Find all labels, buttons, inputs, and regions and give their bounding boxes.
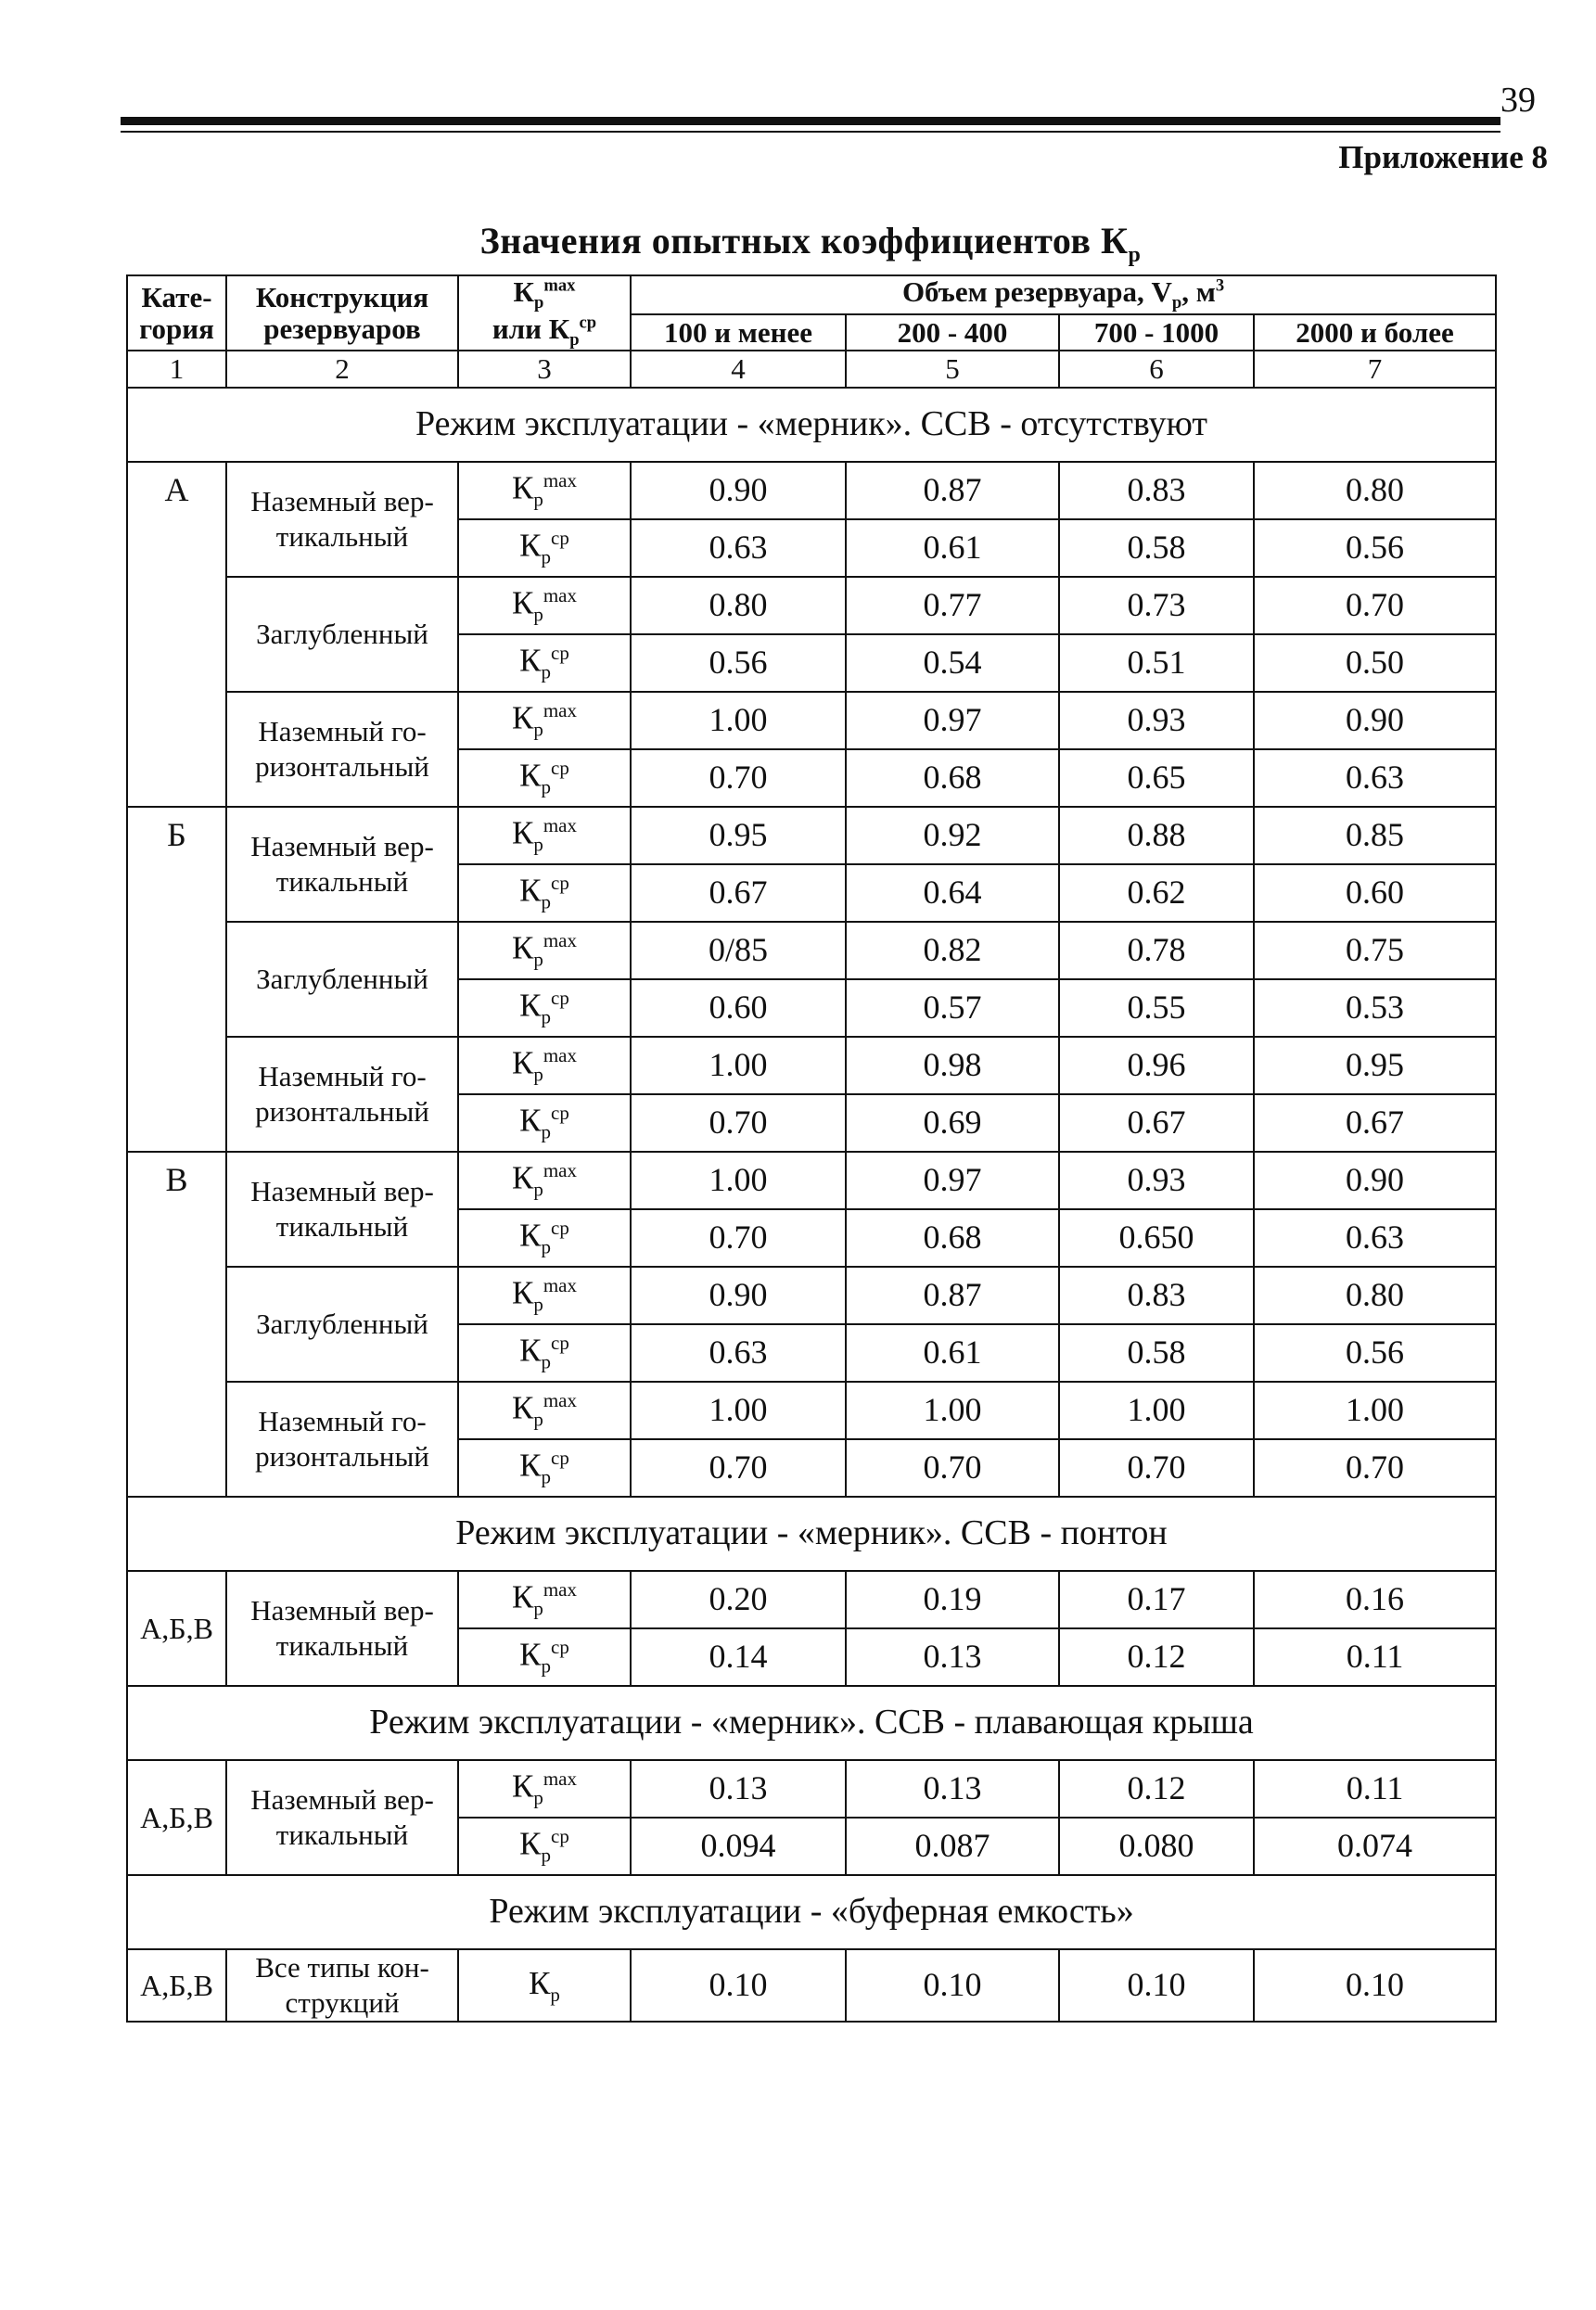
coef-max-label: $К_р^{max}$ <box>458 692 631 749</box>
construction-cell: Наземный го- ризонтальный <box>226 1382 458 1497</box>
value-cell: 0.50 <box>1254 634 1496 692</box>
header-rule-thick <box>121 117 1500 125</box>
coef-max-label: $К_р^{max}$ <box>458 577 631 634</box>
column-number: 5 <box>846 351 1059 388</box>
construction-cell: Заглубленный <box>226 1267 458 1382</box>
value-cell: 0.19 <box>846 1571 1059 1628</box>
table-row <box>127 922 1496 979</box>
table-row <box>127 577 1496 634</box>
value-cell: 0.70 <box>631 749 846 807</box>
header-volume-3: 700 - 1000 <box>1059 314 1254 351</box>
value-cell: 0.64 <box>846 864 1059 922</box>
value-cell: 0.074 <box>1254 1818 1496 1875</box>
header-volume-4: 2000 и более <box>1254 314 1496 351</box>
construction-cell: Заглубленный <box>226 577 458 692</box>
section-title: Режим эксплуатации - «буферная емкость» <box>127 1875 1496 1949</box>
value-cell: 0.90 <box>631 462 846 519</box>
value-cell: 0.51 <box>1059 634 1254 692</box>
value-cell: 0.62 <box>1059 864 1254 922</box>
column-number: 7 <box>1254 351 1496 388</box>
table-row <box>127 1037 1496 1094</box>
category-cell: Б <box>127 807 226 1152</box>
value-cell: 0.60 <box>1254 864 1496 922</box>
header-volume-1: 100 и менее <box>631 314 846 351</box>
coef-avg-label: $К_р^{ср}$ <box>458 1324 631 1382</box>
value-cell: 0.67 <box>631 864 846 922</box>
value-cell: 0.92 <box>846 807 1059 864</box>
coef-avg-label: $К_р^{ср}$ <box>458 864 631 922</box>
construction-cell: Наземный вер- тикальный <box>226 1760 458 1875</box>
header-volume-2: 200 - 400 <box>846 314 1059 351</box>
category-cell: А,Б,В <box>127 1760 226 1875</box>
value-cell: 0.83 <box>1059 462 1254 519</box>
header-volume-group: Объем резервуара, $V_р$, $м^3$ <box>631 275 1496 314</box>
section-row <box>127 1875 1496 1949</box>
value-cell: 0.10 <box>1059 1949 1254 2022</box>
column-number: 3 <box>458 351 631 388</box>
value-cell: 0.90 <box>1254 1152 1496 1209</box>
value-cell: 0.63 <box>1254 1209 1496 1267</box>
value-cell: 0.80 <box>631 577 846 634</box>
value-cell: 0.97 <box>846 692 1059 749</box>
section-title: Режим эксплуатации - «мерник». ССВ - понтон <box>127 1497 1496 1571</box>
coef-avg-label: $К_р^{ср}$ <box>458 1628 631 1686</box>
category-cell: А <box>127 462 226 807</box>
value-cell: 0.83 <box>1059 1267 1254 1324</box>
value-cell: 0.12 <box>1059 1628 1254 1686</box>
value-cell: 0.70 <box>1254 577 1496 634</box>
value-cell: 0.87 <box>846 462 1059 519</box>
value-cell: 0.17 <box>1059 1571 1254 1628</box>
value-cell: 0.13 <box>846 1628 1059 1686</box>
value-cell: 0.53 <box>1254 979 1496 1037</box>
value-cell: 0.82 <box>846 922 1059 979</box>
value-cell: 0.58 <box>1059 1324 1254 1382</box>
value-cell: 0/85 <box>631 922 846 979</box>
section-title: Режим эксплуатации - «мерник». ССВ - отсутствуют <box>127 388 1496 462</box>
column-number: 2 <box>226 351 458 388</box>
coef-max-label: $К_р^{max}$ <box>458 1382 631 1439</box>
value-cell: 1.00 <box>1254 1382 1496 1439</box>
construction-cell: Заглубленный <box>226 922 458 1037</box>
table-row <box>127 1760 1496 1818</box>
category-cell: А,Б,В <box>127 1571 226 1686</box>
column-number: 1 <box>127 351 226 388</box>
value-cell: 0.93 <box>1059 692 1254 749</box>
value-cell: 0.70 <box>631 1439 846 1497</box>
construction-cell: Наземный вер- тикальный <box>226 462 458 577</box>
value-cell: 0.11 <box>1254 1760 1496 1818</box>
appendix-label: Приложение 8 <box>1338 139 1548 175</box>
section-row <box>127 1686 1496 1760</box>
value-cell: 0.80 <box>1254 1267 1496 1324</box>
value-cell: 0.61 <box>846 1324 1059 1382</box>
table-row <box>127 807 1496 864</box>
coef-avg-label: $К_р^{ср}$ <box>458 1209 631 1267</box>
section-row <box>127 388 1496 462</box>
coef-max-label: $К_р^{max}$ <box>458 1152 631 1209</box>
construction-cell: Наземный вер- тикальный <box>226 807 458 922</box>
coef-label: $К_р$ <box>458 1949 631 2022</box>
value-cell: 0.56 <box>631 634 846 692</box>
value-cell: 0.080 <box>1059 1818 1254 1875</box>
header-construction: Конструкция резервуаров <box>226 275 458 351</box>
table-row <box>127 692 1496 749</box>
column-number: 4 <box>631 351 846 388</box>
value-cell: 0.78 <box>1059 922 1254 979</box>
coefficients-table <box>126 274 1497 2023</box>
value-cell: 0.70 <box>1254 1439 1496 1497</box>
header-coefficient: $К_р^{max}$ или $К_р^{ср}$ <box>458 275 631 351</box>
table-row <box>127 1152 1496 1209</box>
table-row <box>127 1382 1496 1439</box>
page-number: 39 <box>1500 81 1536 120</box>
category-cell: В <box>127 1152 226 1497</box>
value-cell: 0.61 <box>846 519 1059 577</box>
coef-avg-label: $К_р^{ср}$ <box>458 634 631 692</box>
value-cell: 0.70 <box>631 1209 846 1267</box>
coef-max-label: $К_р^{max}$ <box>458 462 631 519</box>
value-cell: 0.70 <box>1059 1439 1254 1497</box>
table-row <box>127 1571 1496 1628</box>
table-row <box>127 462 1496 519</box>
construction-cell: Наземный го- ризонтальный <box>226 692 458 807</box>
construction-cell: Наземный го- ризонтальный <box>226 1037 458 1152</box>
value-cell: 0.16 <box>1254 1571 1496 1628</box>
value-cell: 1.00 <box>631 1382 846 1439</box>
value-cell: 0.63 <box>1254 749 1496 807</box>
value-cell: 0.93 <box>1059 1152 1254 1209</box>
value-cell: 0.67 <box>1254 1094 1496 1152</box>
value-cell: 1.00 <box>631 1152 846 1209</box>
value-cell: 1.00 <box>846 1382 1059 1439</box>
coef-avg-label: $К_р^{ср}$ <box>458 749 631 807</box>
value-cell: 0.80 <box>1254 462 1496 519</box>
value-cell: 0.087 <box>846 1818 1059 1875</box>
value-cell: 0.094 <box>631 1818 846 1875</box>
value-cell: 0.70 <box>631 1094 846 1152</box>
header-rule-thin <box>121 131 1500 133</box>
coef-avg-label: $К_р^{ср}$ <box>458 979 631 1037</box>
value-cell: 0.73 <box>1059 577 1254 634</box>
value-cell: 1.00 <box>631 692 846 749</box>
coef-avg-label: $К_р^{ср}$ <box>458 1439 631 1497</box>
value-cell: 0.95 <box>1254 1037 1496 1094</box>
value-cell: 0.95 <box>631 807 846 864</box>
section-title: Режим эксплуатации - «мерник». ССВ - плавающая крыша <box>127 1686 1496 1760</box>
value-cell: 0.13 <box>631 1760 846 1818</box>
value-cell: 0.90 <box>1254 692 1496 749</box>
coef-max-label: $К_р^{max}$ <box>458 922 631 979</box>
coef-max-label: $К_р^{max}$ <box>458 807 631 864</box>
coef-max-label: $К_р^{max}$ <box>458 1267 631 1324</box>
value-cell: 1.00 <box>1059 1382 1254 1439</box>
value-cell: 0.12 <box>1059 1760 1254 1818</box>
value-cell: 0.65 <box>1059 749 1254 807</box>
coef-max-label: $К_р^{max}$ <box>458 1760 631 1818</box>
value-cell: 0.14 <box>631 1628 846 1686</box>
column-number: 6 <box>1059 351 1254 388</box>
section-row <box>127 1497 1496 1571</box>
value-cell: 0.57 <box>846 979 1059 1037</box>
value-cell: 0.69 <box>846 1094 1059 1152</box>
value-cell: 0.68 <box>846 749 1059 807</box>
value-cell: 0.63 <box>631 1324 846 1382</box>
value-cell: 1.00 <box>631 1037 846 1094</box>
value-cell: 0.20 <box>631 1571 846 1628</box>
value-cell: 0.650 <box>1059 1209 1254 1267</box>
construction-cell: Все типы кон- струкций <box>226 1949 458 2022</box>
value-cell: 0.54 <box>846 634 1059 692</box>
value-cell: 0.98 <box>846 1037 1059 1094</box>
table-row <box>127 1949 1496 2022</box>
coef-avg-label: $К_р^{ср}$ <box>458 1094 631 1152</box>
value-cell: 0.10 <box>631 1949 846 2022</box>
value-cell: 0.70 <box>846 1439 1059 1497</box>
value-cell: 0.63 <box>631 519 846 577</box>
value-cell: 0.96 <box>1059 1037 1254 1094</box>
value-cell: 0.90 <box>631 1267 846 1324</box>
value-cell: 0.60 <box>631 979 846 1037</box>
value-cell: 0.87 <box>846 1267 1059 1324</box>
value-cell: 0.13 <box>846 1760 1059 1818</box>
construction-cell: Наземный вер- тикальный <box>226 1152 458 1267</box>
value-cell: 0.97 <box>846 1152 1059 1209</box>
category-cell: А,Б,В <box>127 1949 226 2022</box>
value-cell: 0.75 <box>1254 922 1496 979</box>
value-cell: 0.67 <box>1059 1094 1254 1152</box>
coef-avg-label: $К_р^{ср}$ <box>458 519 631 577</box>
construction-cell: Наземный вер- тикальный <box>226 1571 458 1686</box>
value-cell: 0.56 <box>1254 519 1496 577</box>
value-cell: 0.10 <box>846 1949 1059 2022</box>
value-cell: 0.55 <box>1059 979 1254 1037</box>
value-cell: 0.88 <box>1059 807 1254 864</box>
coef-avg-label: $К_р^{ср}$ <box>458 1818 631 1875</box>
value-cell: 0.85 <box>1254 807 1496 864</box>
value-cell: 0.10 <box>1254 1949 1496 2022</box>
value-cell: 0.56 <box>1254 1324 1496 1382</box>
value-cell: 0.77 <box>846 577 1059 634</box>
header-category: Кате- гория <box>127 275 226 351</box>
value-cell: 0.68 <box>846 1209 1059 1267</box>
value-cell: 0.58 <box>1059 519 1254 577</box>
table-title: Значения опытных коэффициентов $К_р$ <box>479 220 1142 267</box>
table-row <box>127 1267 1496 1324</box>
coef-max-label: $К_р^{max}$ <box>458 1037 631 1094</box>
coef-max-label: $К_р^{max}$ <box>458 1571 631 1628</box>
value-cell: 0.11 <box>1254 1628 1496 1686</box>
